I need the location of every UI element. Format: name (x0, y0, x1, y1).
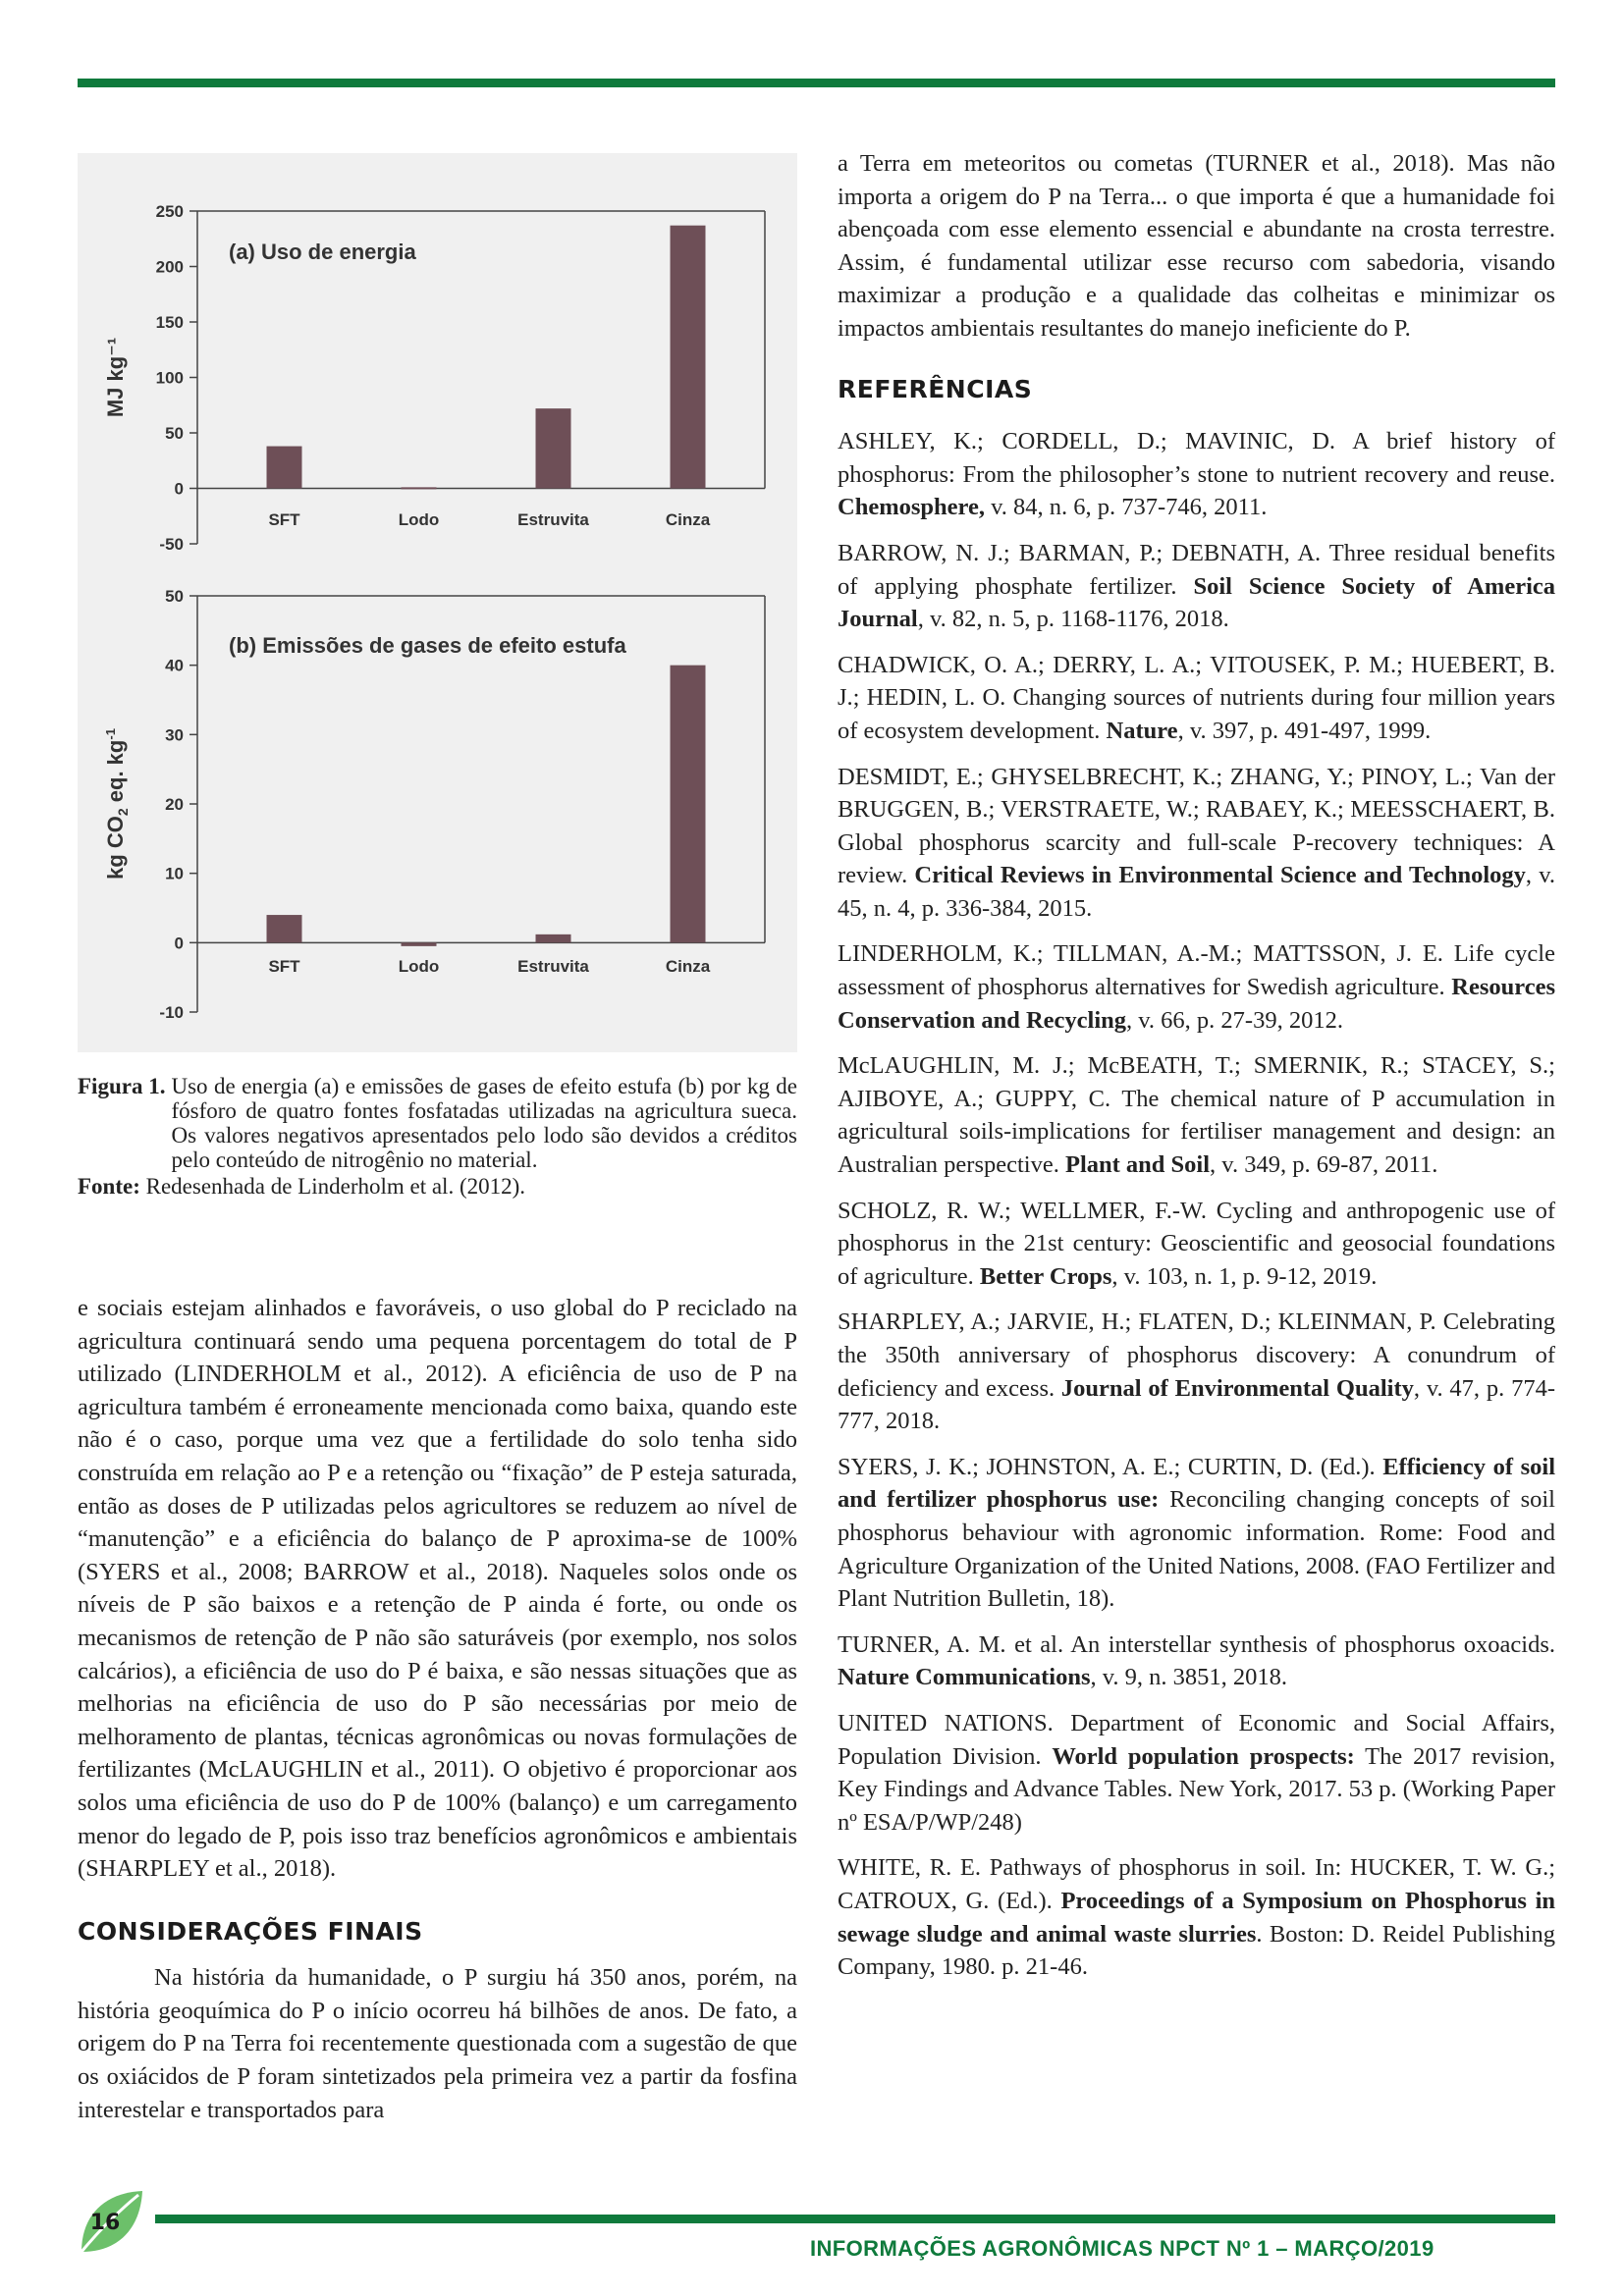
y-tick-label: 0 (174, 479, 184, 499)
bar-sft (267, 447, 302, 489)
y-tick-label: 250 (155, 202, 184, 221)
reference-source: Critical Reviews in Environmental Science and Technology (914, 862, 1526, 889)
reference-item (838, 761, 1555, 926)
category-label: Cinza (665, 957, 711, 976)
reference-list (838, 425, 1555, 1984)
y-tick-label: -50 (159, 535, 184, 554)
category-label: SFT (268, 510, 300, 529)
reference-authors-title: BARROW, N. J.; BARMAN, P.; DEBNATH, A. Three residual benefits of applying phosphate fertilizer. (838, 539, 1555, 600)
reference-details: , v. 397, p. 491-497, 1999. (1177, 717, 1432, 744)
reference-item (838, 1195, 1555, 1294)
reference-details: v. 84, n. 6, p. 737-746, 2011. (984, 494, 1268, 521)
y-tick-label: 50 (165, 424, 184, 443)
chart-energy-use (103, 202, 765, 554)
reference-source: Better Crops (979, 1262, 1112, 1290)
reference-details: The 2017 revision, Key Findings and Advance Tables. New York, 2017. 53 p. (Working Paper nº ESA/P/WP/248) (838, 1742, 1555, 1836)
chart-a-title: (a) Uso de energia (229, 240, 416, 264)
reference-source: Efficiency of soil and fertilizer phosphorus use: (838, 1453, 1556, 1514)
category-label: Estruvita (517, 510, 589, 529)
y-tick-label: -10 (159, 1003, 184, 1022)
chart-a-ylabel: MJ kg⁻¹ (103, 337, 128, 418)
page-number: 16 (89, 2211, 121, 2235)
y-tick-label: 10 (165, 864, 184, 883)
reference-source: Proceedings of a Symposium on Phosphorus in sewage sludge and animal waste slurries (838, 1887, 1556, 1948)
reference-source: Resources Conservation and Recycling (838, 974, 1555, 1034)
right-paragraph-1: a Terra em meteoritos ou cometas (TURNER et al., 2018). Mas não importa a origem do P na Terra... o que importa é que a humanidade foi abençoada com esse elemento essencial e abundante na crosta terrestre. Assim, é fundamental utilizar esse recurso com sabedoria, visando maximizar a produção e a qualidade das colheitas e minimizar os impactos ambientais resultantes do manejo ineficiente do P. (838, 150, 1555, 342)
figure-caption (78, 1074, 797, 1199)
category-label: Lodo (398, 510, 440, 529)
reference-item (838, 1306, 1555, 1437)
reference-authors-title: SHARPLEY, A.; JARVIE, H.; FLATEN, D.; KLEINMAN, P. Celebrating the 350th anniversary of phosphorus discovery: A conundrum of deficiency and excess. (838, 1308, 1555, 1402)
reference-details: , v. 66, p. 27-39, 2012. (1126, 1006, 1343, 1034)
reference-source: Nature (1106, 717, 1178, 744)
reference-authors-title: ASHLEY, K.; CORDELL, D.; MAVINIC, D. A brief history of phosphorus: From the philosopher’s stone to nutrient recovery and reuse. (838, 428, 1555, 488)
reference-item (838, 937, 1555, 1037)
reference-details: , v. 349, p. 69-87, 2011. (1210, 1151, 1438, 1179)
chart-b-ylabel: kg $CO_2$ eq. $kg^{-1}$ (103, 728, 131, 880)
caption-label: Figura 1. (78, 1074, 166, 1098)
section-heading-consideracoes: CONSIDERAÇÕES FINAIS (78, 1916, 423, 1946)
figure-1 (78, 153, 797, 1052)
reference-authors-title: SYERS, J. K.; JOHNSTON, A. E.; CURTIN, D. (Ed.). (838, 1453, 1383, 1480)
reference-authors-title: DESMIDT, E.; GHYSELBRECHT, K.; ZHANG, Y.; PINOY, L.; Van der BRUGGEN, B.; VERSTRAETE, W.; RABAEY, K.; MEESSCHAERT, B. Global phosphorus scarcity and full-scale P-recovery techniques: A review. (838, 763, 1555, 889)
reference-details: , v. 82, n. 5, p. 1168-1176, 2018. (917, 606, 1229, 633)
chart-ghg-emissions (103, 587, 765, 1022)
y-tick-label: 50 (165, 587, 184, 606)
reference-details: . Boston: D. Reidel Publishing Company, 1980. p. 21-46. (838, 1920, 1555, 1981)
reference-source: World population prospects: (1052, 1742, 1355, 1770)
reference-item (838, 537, 1555, 636)
reference-source: Plant and Soil (1064, 1151, 1211, 1179)
bar-cinza (671, 226, 706, 489)
y-tick-label: 20 (165, 795, 184, 814)
category-label: Lodo (398, 957, 440, 976)
reference-item (838, 1851, 1555, 1983)
y-tick-label: 30 (165, 725, 184, 745)
reference-authors-title: TURNER, A. M. et al. An interstellar synthesis of phosphorus oxoacids. (838, 1630, 1555, 1658)
bar-sft (267, 915, 302, 942)
reference-details: , v. 103, n. 1, p. 9-12, 2019. (1111, 1262, 1378, 1290)
category-label: Cinza (665, 510, 711, 529)
category-label: SFT (268, 957, 300, 976)
reference-item (838, 1451, 1555, 1616)
reference-item (838, 425, 1555, 524)
section-heading-referencias: REFERÊNCIAS (838, 374, 1033, 403)
reference-item (838, 649, 1555, 748)
source-text: Redesenhada de Linderholm et al. (2012). (145, 1174, 526, 1199)
y-tick-label: 100 (155, 368, 184, 388)
left-paragraph-2: Na história da humanidade, o P surgiu há 350 anos, porém, na história geoquímica do P o início ocorreu há bilhões de anos. De fato, a origem do P na Terra foi recentemente questionada com a sugestão de que os oxiácidos de P foram sintetizados pela primeira vez a partir da fosfina interestelar e transportados para (78, 1964, 797, 2123)
reference-item (838, 1707, 1555, 1839)
chart-b-title: (b) Emissões de gases de efeito estufa (229, 633, 626, 658)
bar-estruvita (536, 934, 571, 942)
reference-source: Soil Science Society of America Journal (838, 572, 1555, 633)
reference-source: Chemosphere, (838, 494, 985, 521)
reference-authors-title: LINDERHOLM, K.; TILLMAN, A.-M.; MATTSSON, J. E. Life cycle assessment of phosphorus alternatives for Swedish agriculture. (838, 940, 1555, 1001)
reference-details: Reconciling changing concepts of soil phosphorus behaviour with agronomic information. Rome: Food and Agriculture Organization of the United Nations, 2008. (FAO Fertilizer and Plant Nutrition Bulletin, 18). (838, 1486, 1555, 1613)
y-tick-label: 200 (155, 257, 184, 277)
bar-lodo (402, 942, 437, 946)
reference-item (838, 1629, 1555, 1694)
reference-authors-title: SCHOLZ, R. W.; WELLMER, F.-W. Cycling and anthropogenic use of phosphorus in the 21st century: Geoscientific and geosocial foundations of agriculture. (838, 1197, 1555, 1290)
caption-source (78, 1174, 797, 1199)
caption-text: Uso de energia (a) e emissões de gases de efeito estufa (b) por kg de fósforo de quatro fontes fosfatadas utilizadas na agricultura sueca. Os valores negativos apresentados pelo lodo são devidos a créditos pelo conteúdo de nitrogênio no material. (171, 1074, 797, 1172)
reference-authors-title: McLAUGHLIN, M. J.; McBEATH, T.; SMERNIK, R.; STACEY, S.; AJIBOYE, A.; GUPPY, C. The chemical nature of P accumulation in agricultural soils-implications for fertiliser management and design: an Australian perspective. (838, 1052, 1555, 1179)
reference-details: , v. 9, n. 3851, 2018. (1090, 1664, 1288, 1691)
right-column (838, 147, 1555, 1997)
journal-footer: INFORMAÇÕES AGRONÔMICAS NPCT Nº 1 – MARÇO/2019 (810, 2236, 1435, 2261)
left-column (78, 1292, 797, 2126)
reference-source: Journal of Environmental Quality (1060, 1374, 1414, 1402)
y-tick-label: 0 (174, 934, 184, 953)
top-rule (78, 79, 1555, 87)
y-tick-label: 150 (155, 313, 184, 332)
bar-lodo (402, 487, 437, 489)
bar-cinza (671, 666, 706, 943)
reference-details: , v. 47, p. 774-777, 2018. (838, 1374, 1555, 1435)
footer-rule (155, 2215, 1555, 2223)
y-tick-label: 40 (165, 656, 184, 675)
figure-charts (78, 153, 797, 1052)
reference-item (838, 1049, 1555, 1181)
reference-details: , v. 45, n. 4, p. 336-384, 2015. (838, 862, 1555, 922)
bar-estruvita (536, 408, 571, 488)
reference-authors-title: CHADWICK, O. A.; DERRY, L. A.; VITOUSEK, P. M.; HUEBERT, B. J.; HEDIN, L. O. Changing sources of nutrients during four million years of ecosystem development. (838, 651, 1555, 744)
reference-source: Nature Communications (838, 1664, 1091, 1691)
source-label: Fonte: (78, 1174, 140, 1199)
category-label: Estruvita (517, 957, 589, 976)
reference-authors-title: UNITED NATIONS. Department of Economic and Social Affairs, Population Division. (838, 1709, 1555, 1770)
reference-authors-title: WHITE, R. E. Pathways of phosphorus in soil. In: HUCKER, T. W. G.; CATROUX, G. (Ed.). (838, 1854, 1555, 1914)
left-paragraph-1: e sociais estejam alinhados e favoráveis, o uso global do P reciclado na agricultura continuará sendo uma pequena porcentagem do total de P utilizado (LINDERHOLM et al., 2012). A eficiência de uso de P na agricultura também é erroneamente mencionada como baixa, quando este não é o caso, porque uma vez que a fertilidade do solo tenha sido construída em relação ao P e a retenção ou “fixação” de P esteja saturada, então as doses de P utilizadas pelos agricultores se reduzem ao nível de “manutenção” e a eficiência do balanço de P aproxima-se de 100% (SYERS et al., 2008; BARROW et al., 2018). Naqueles solos onde os níveis de P são baixos e a retenção de P ainda é forte, ou onde os mecanismos de retenção de P não são saturáveis (por exemplo, nos solos calcários), a eficiência de uso do P é baixa, e são nessas situações que as melhorias na eficiência de uso do P são necessárias por meio de melhoramento de plantas, técnicas agronômicas ou novas formulações de fertilizantes (McLAUGHLIN et al., 2011). O objetivo é proporcionar aos solos uma eficiência de uso do P de 100% (balanço) e um carregamento menor do legado de P, pois isso traz benefícios agronômicos e ambientais (SHARPLEY et al., 2018). (78, 1295, 797, 1883)
